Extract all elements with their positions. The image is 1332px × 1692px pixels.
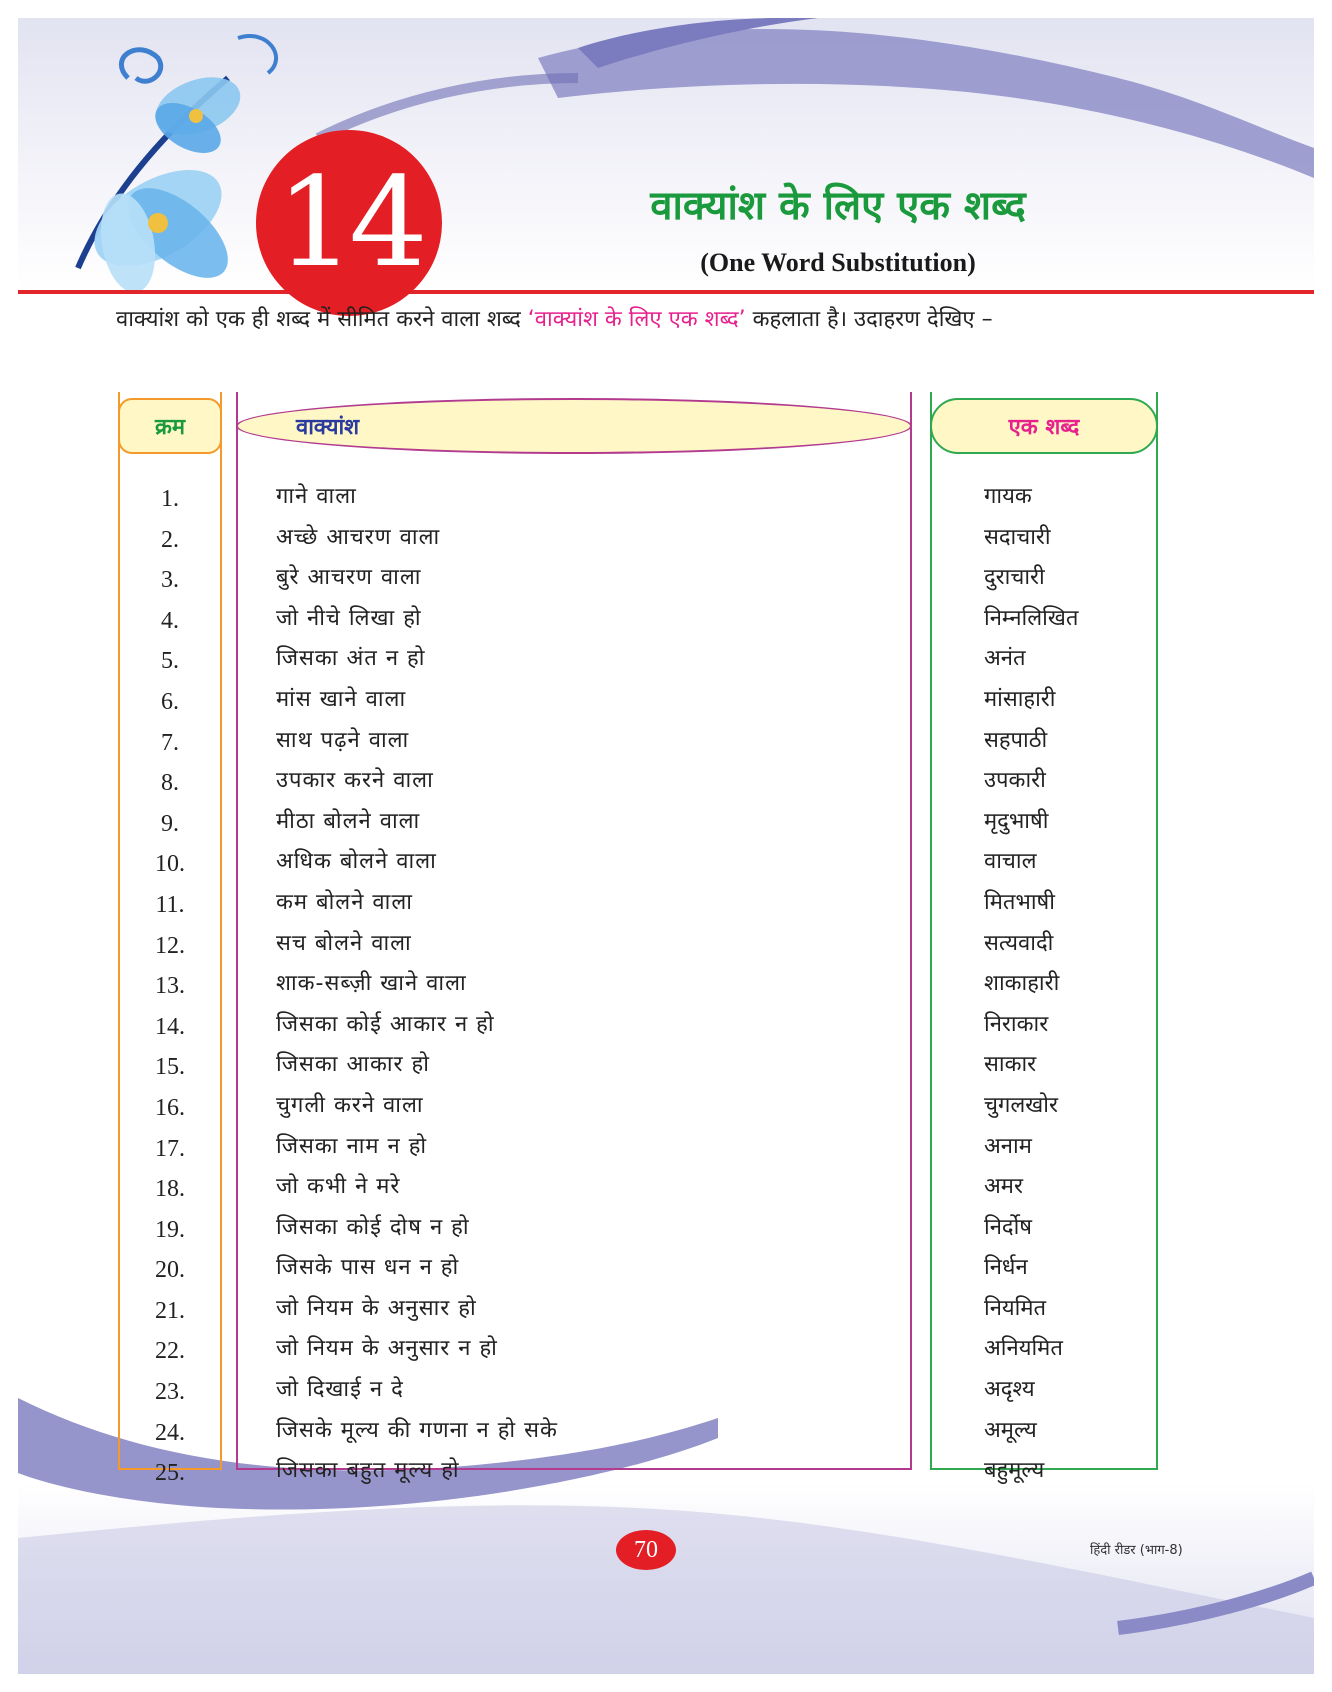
row-number: 11.	[155, 891, 185, 918]
row-phrase: जिसका कोई आकार न हो	[276, 1011, 495, 1037]
table-row	[118, 1130, 1158, 1171]
row-number: 12.	[155, 932, 185, 959]
row-phrase: मांस खाने वाला	[276, 686, 407, 712]
intro-paragraph	[116, 300, 1208, 340]
row-phrase: चुगली करने वाला	[276, 1092, 424, 1118]
row-phrase: जिसका अंत न हो	[276, 646, 426, 672]
table-row	[118, 1170, 1158, 1211]
row-word: निर्दोष	[984, 1214, 1033, 1240]
row-number: 3.	[161, 567, 179, 594]
row-phrase: जो नियम के अनुसार न हो	[276, 1336, 498, 1362]
table-row	[118, 1414, 1158, 1455]
table-row	[118, 561, 1158, 602]
row-word: दुराचारी	[984, 565, 1045, 591]
header-phrase: वाक्यांश	[236, 398, 912, 454]
table-row	[118, 1048, 1158, 1089]
row-phrase: जिसके मूल्य की गणना न हो सके	[276, 1417, 558, 1443]
row-number: 13.	[155, 973, 185, 1000]
row-number: 6.	[161, 688, 179, 715]
row-phrase: गाने वाला	[276, 484, 357, 509]
chapter-number: 14	[276, 151, 422, 295]
row-number: 17.	[155, 1135, 185, 1162]
row-word: अनियमित	[984, 1336, 1063, 1362]
table-row	[118, 1332, 1158, 1373]
row-number: 9.	[161, 810, 179, 837]
table-row	[118, 805, 1158, 846]
flower-illustration	[78, 36, 276, 297]
row-number: 4.	[161, 607, 179, 634]
row-number: 20.	[155, 1257, 185, 1284]
row-number: 14.	[155, 1013, 185, 1040]
row-word: गायक	[984, 484, 1032, 509]
table-row	[118, 724, 1158, 765]
table-row	[118, 845, 1158, 886]
row-phrase: जो कभी ने मरे	[276, 1174, 401, 1200]
table-row	[118, 642, 1158, 683]
row-word: निराकार	[984, 1011, 1049, 1037]
row-word: वाचाल	[984, 849, 1037, 875]
row-word: मांसाहारी	[984, 686, 1056, 712]
row-number: 8.	[161, 770, 179, 797]
intro-highlight: ‘वाक्यांश के लिए एक शब्द’	[527, 307, 746, 332]
row-number: 24.	[155, 1419, 185, 1446]
row-word: निम्नलिखित	[984, 605, 1079, 631]
row-phrase: जो नीचे लिखा हो	[276, 605, 422, 631]
row-phrase: जिसका नाम न हो	[276, 1133, 428, 1159]
row-word: निर्धन	[984, 1255, 1028, 1281]
row-phrase: अच्छे आचरण वाला	[276, 524, 441, 550]
row-number: 1.	[161, 486, 179, 512]
row-phrase: उपकार करने वाला	[276, 768, 434, 794]
row-phrase: जिसका आकार हो	[276, 1052, 430, 1078]
row-word: सत्यवादी	[984, 930, 1054, 956]
row-word: सदाचारी	[984, 524, 1051, 550]
row-number: 16.	[155, 1094, 185, 1121]
header-word: एक शब्द	[930, 398, 1158, 454]
intro-text-before: वाक्यांश को एक ही शब्द में सीमित करने वाला शब्द	[116, 307, 528, 332]
row-number: 15.	[155, 1054, 185, 1081]
row-phrase: जिसका बहुत मूल्य हो	[276, 1458, 460, 1484]
header-number: क्रम	[118, 398, 222, 454]
table-row	[118, 1251, 1158, 1292]
table-row	[118, 886, 1158, 927]
row-word: अनाम	[984, 1133, 1032, 1159]
chapter-title-english: (One Word Substitution)	[700, 248, 976, 277]
table-row	[118, 764, 1158, 805]
row-number: 10.	[155, 851, 185, 878]
row-word: अमूल्य	[984, 1417, 1037, 1443]
row-number: 21.	[155, 1297, 185, 1324]
row-word: सहपाठी	[984, 727, 1048, 753]
header-divider	[18, 290, 1314, 294]
chapter-title-hindi: वाक्यांश के लिए एक शब्द	[650, 183, 1026, 229]
table-row	[118, 1008, 1158, 1049]
row-number: 22.	[155, 1338, 185, 1365]
row-phrase: मीठा बोलने वाला	[276, 808, 421, 834]
table-rows	[118, 480, 1158, 1495]
row-word: बहुमूल्य	[984, 1458, 1045, 1484]
table-row	[118, 683, 1158, 724]
row-phrase: सच बोलने वाला	[276, 930, 412, 956]
row-number: 2.	[161, 526, 179, 553]
row-word: उपकारी	[984, 768, 1046, 794]
row-word: अदृश्य	[984, 1377, 1035, 1403]
table-row	[118, 1454, 1158, 1495]
book-title: हिंदी रीडर (भाग-8)	[1090, 1543, 1183, 1558]
row-number: 19.	[155, 1216, 185, 1243]
row-number: 18.	[155, 1176, 185, 1203]
row-number: 5.	[161, 648, 179, 675]
row-phrase: कम बोलने वाला	[276, 889, 413, 915]
row-word: अनंत	[984, 646, 1026, 672]
row-phrase: जिसके पास धन न हो	[276, 1255, 460, 1281]
row-word: अमर	[984, 1174, 1023, 1200]
table-row	[118, 967, 1158, 1008]
table-row	[118, 927, 1158, 968]
table-row	[118, 1211, 1158, 1252]
row-word: मितभाषी	[984, 889, 1055, 915]
row-word: साकार	[984, 1052, 1037, 1078]
row-word: चुगलखोर	[984, 1092, 1058, 1118]
page-number: 70	[616, 1530, 676, 1570]
row-word: नियमित	[984, 1295, 1047, 1321]
row-phrase: जो नियम के अनुसार हो	[276, 1295, 477, 1321]
row-phrase: अधिक बोलने वाला	[276, 849, 437, 875]
row-phrase: शाक-सब्ज़ी खाने वाला	[276, 971, 467, 997]
row-phrase: साथ पढ़ने वाला	[276, 727, 410, 753]
row-number: 7.	[161, 729, 179, 756]
table-row	[118, 1292, 1158, 1333]
row-phrase: जिसका कोई दोष न हो	[276, 1214, 470, 1240]
intro-text-after: कहलाता है। उदाहरण देखिए –	[745, 307, 993, 332]
table-row	[118, 1373, 1158, 1414]
row-phrase: बुरे आचरण वाला	[276, 565, 422, 591]
row-number: 25.	[155, 1460, 185, 1487]
table-row	[118, 602, 1158, 643]
table-row	[118, 480, 1158, 521]
row-phrase: जो दिखाई न दे	[276, 1377, 404, 1403]
table-row	[118, 521, 1158, 562]
chapter-number-badge	[256, 130, 442, 316]
row-word: मृदुभाषी	[984, 808, 1049, 834]
row-word: शाकाहारी	[984, 971, 1060, 997]
table-row	[118, 1089, 1158, 1130]
row-number: 23.	[155, 1379, 185, 1406]
